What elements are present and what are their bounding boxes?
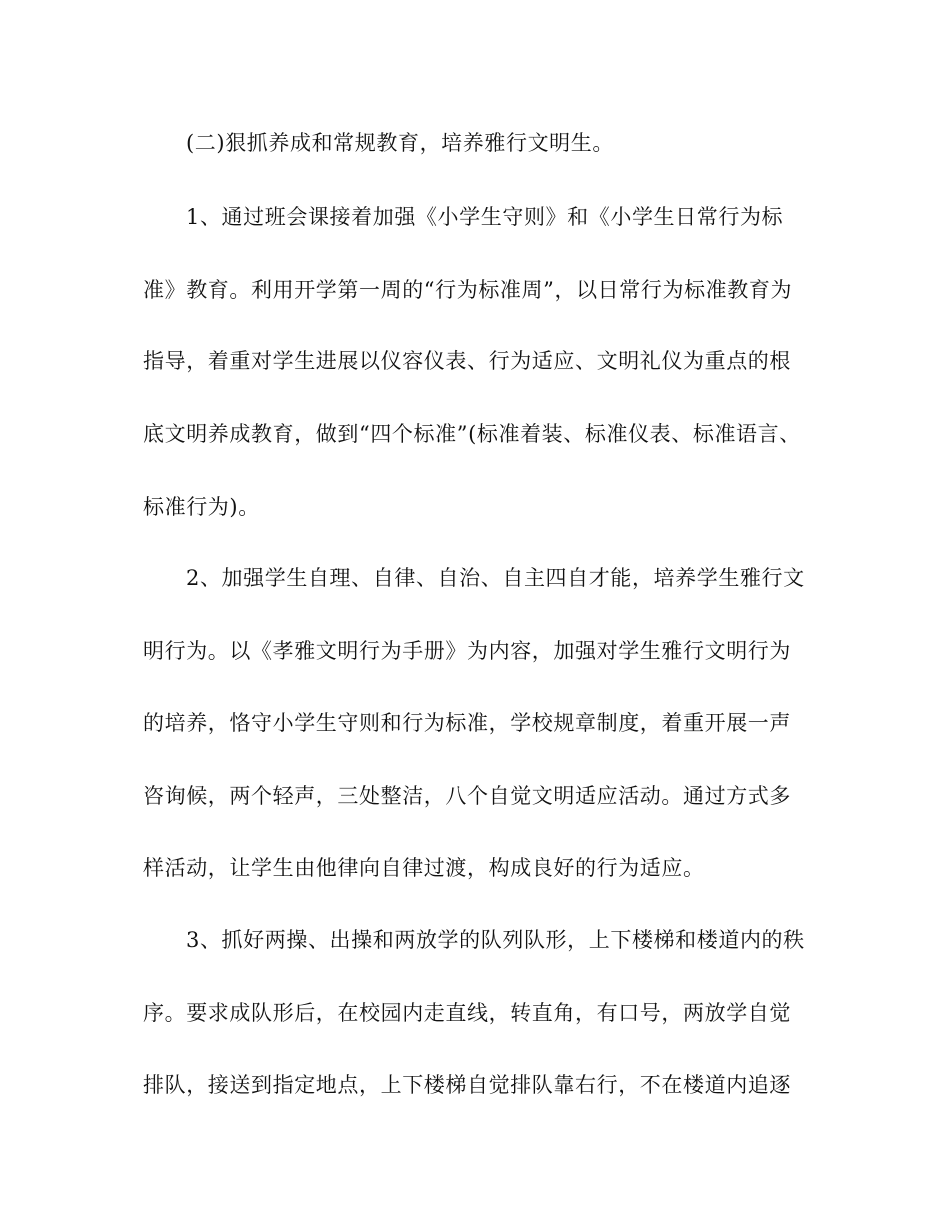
paragraph-2-line-1: 2、加强学生自理、自律、自治、自主四自才能，培养学生雅行文 <box>186 566 805 590</box>
paragraph-1-line-3: 指导，着重对学生进展以仪容仪表、行为适应、文明礼仪为重点的根 <box>143 349 791 373</box>
paragraph-1-line-5: 标准行为)。 <box>143 495 260 519</box>
paragraph-2-line-5: 样活动，让学生由他律向自律过渡，构成良好的行为适应。 <box>143 856 705 880</box>
section-heading: (二)狠抓养成和常规教育，培养雅行文明生。 <box>186 131 614 155</box>
paragraph-2-line-3: 的培养，恪守小学生守则和行为标准，学校规章制度，着重开展一声 <box>143 711 791 735</box>
paragraph-2-line-2: 明行为。以《孝雅文明行为手册》为内容，加强对学生雅行文明行为 <box>143 639 791 663</box>
paragraph-2-line-4: 咨询候，两个轻声，三处整洁，八个自觉文明适应活动。通过方式多 <box>143 784 791 808</box>
paragraph-1-line-2: 准》教育。利用开学第一周的“行为标准周”，以日常行为标准教育为 <box>143 278 793 302</box>
paragraph-3-line-2: 序。要求成队形后，在校园内走直线，转直角，有口号，两放学自觉 <box>143 1001 791 1025</box>
paragraph-1-line-1: 1、通过班会课接着加强《小学生守则》和《小学生日常行为标 <box>186 205 784 229</box>
paragraph-1-line-4: 底文明养成教育，做到“四个标准”(标准着装、标准仪表、标准语言、 <box>143 422 801 446</box>
paragraph-3-line-1: 3、抓好两操、出操和两放学的队列队形，上下楼梯和楼道内的秩 <box>186 928 805 952</box>
paragraph-3-line-3: 排队，接送到指定地点，上下楼梯自觉排队靠右行，不在楼道内追逐 <box>143 1073 791 1097</box>
